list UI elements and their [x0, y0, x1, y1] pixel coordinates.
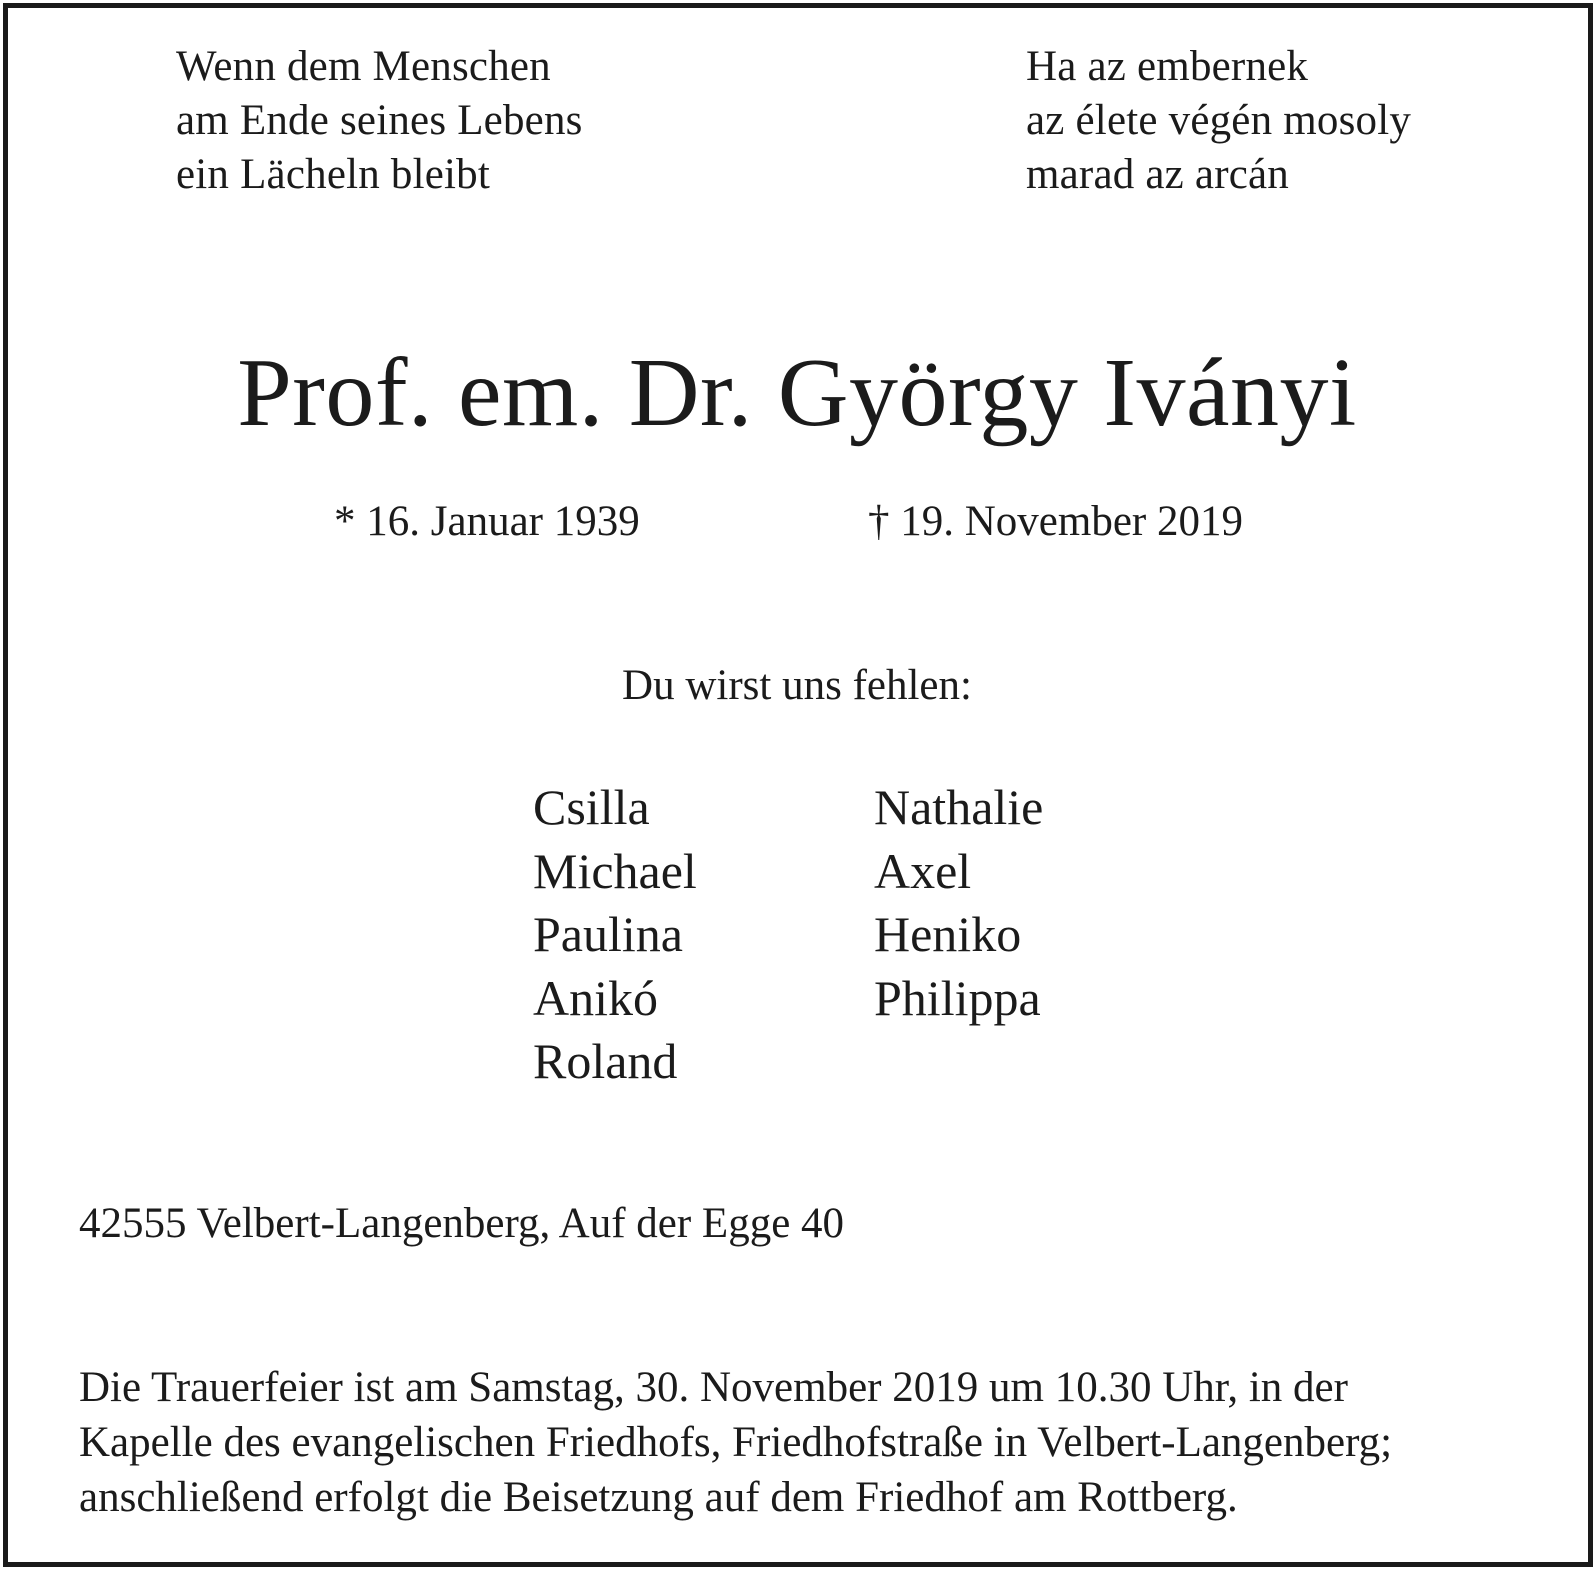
mourner-name: Axel	[874, 842, 972, 899]
mourner-name: Roland	[533, 1033, 678, 1089]
mourners-list-left	[533, 776, 697, 1094]
verse-line: am Ende seines Lebens	[176, 97, 583, 144]
verse-line: Wenn dem Menschen	[176, 43, 551, 90]
mourner-name: Nathalie	[874, 779, 1044, 835]
ceremony-line: anschließend erfolgt die Beisetzung auf dem Friedhof am Rottberg.	[79, 1474, 1238, 1521]
death-date: † 19. November 2019	[868, 498, 1243, 545]
verse-line: ein Lächeln bleibt	[176, 151, 491, 198]
notice-border	[3, 3, 1593, 1567]
verse-line: az élete végén mosoly	[1026, 97, 1412, 144]
birth-date: * 16. Januar 1939	[334, 498, 640, 545]
verse-german	[176, 40, 583, 202]
mourner-name: Paulina	[533, 906, 683, 962]
mourner-name: Philippa	[874, 969, 1041, 1026]
mourner-name: Michael	[533, 842, 697, 899]
address: 42555 Velbert-Langenberg, Auf der Egge 40	[79, 1200, 845, 1247]
verse-line: Ha az embernek	[1026, 43, 1309, 90]
mourner-name: Csilla	[533, 779, 650, 835]
ceremony-info	[79, 1360, 1392, 1525]
ceremony-line: Die Trauerfeier ist am Samstag, 30. November 2019 um 10.30 Uhr, in der	[79, 1364, 1348, 1411]
verse-line: marad az arcán	[1026, 151, 1289, 198]
mourner-name: Heniko	[874, 906, 1022, 962]
mourners-list-right	[874, 776, 1043, 1030]
verse-hungarian	[1026, 40, 1411, 202]
mourners-heading: Du wirst uns fehlen:	[622, 662, 972, 709]
ceremony-line: Kapelle des evangelischen Friedhofs, Friedhofstraße in Velbert-Langenberg;	[79, 1419, 1393, 1466]
mourner-name: Anikó	[533, 969, 658, 1026]
deceased-name: Prof. em. Dr. György Iványi	[237, 339, 1357, 447]
